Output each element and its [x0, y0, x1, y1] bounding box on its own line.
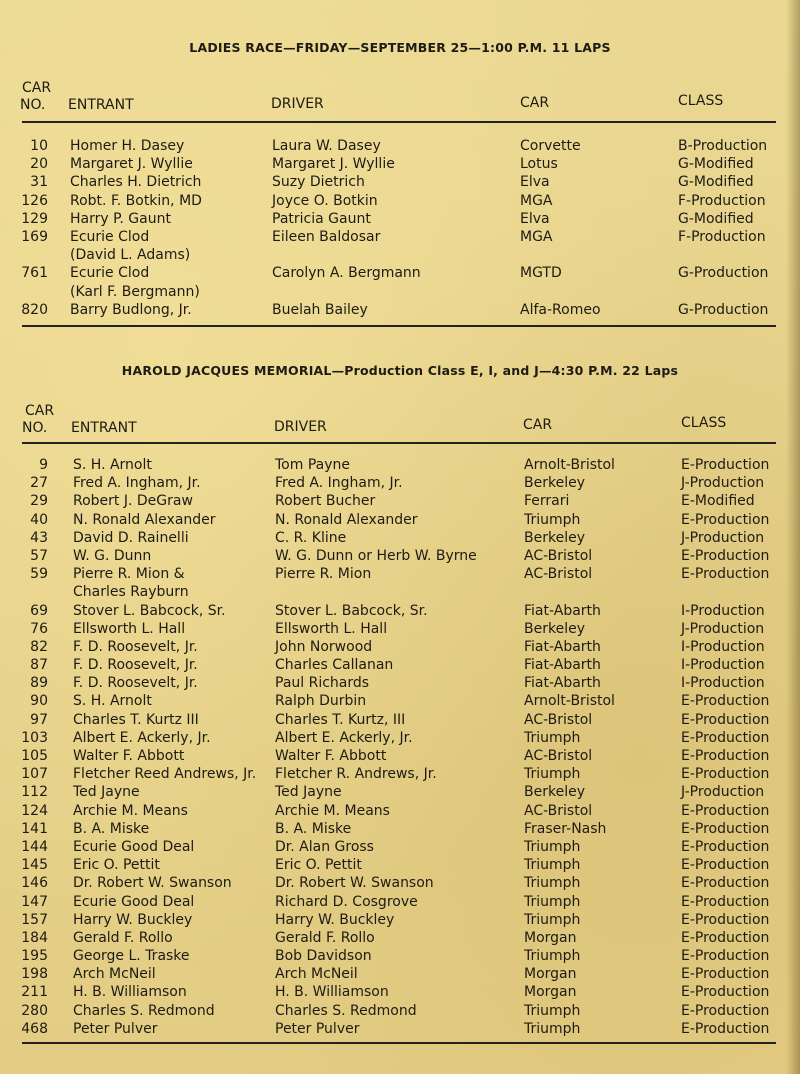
header-car-no-top: CAR	[22, 80, 52, 96]
car-class: E-Production	[681, 566, 770, 583]
car-make: Triumph	[524, 729, 581, 746]
car-make: MGTD	[520, 265, 562, 282]
car-make: Corvette	[520, 138, 581, 154]
driver-name: Walter F. Abbott	[275, 748, 387, 764]
driver-name: Patricia Gaunt	[272, 210, 371, 227]
driver-name: Charles Callanan	[275, 657, 394, 674]
car-number: 31	[30, 174, 48, 191]
car-make: Triumph	[524, 875, 581, 892]
car-number: 761	[21, 265, 48, 282]
entry-row	[0, 283, 800, 301]
entry-row	[0, 301, 800, 319]
entry-row	[0, 747, 800, 765]
driver-name: Fred A. Ingham, Jr.	[275, 475, 403, 492]
car-number: 43	[30, 529, 48, 546]
car-class: I-Production	[681, 675, 765, 692]
entry-row	[0, 893, 800, 911]
driver-name: Archie M. Means	[275, 802, 390, 819]
car-number: 40	[30, 511, 48, 528]
car-class: F-Production	[678, 228, 766, 245]
entrant-name: Peter Pulver	[73, 1020, 158, 1037]
car-number: 146	[21, 875, 48, 892]
entry-row	[0, 192, 800, 210]
driver-name: Paul Richards	[275, 675, 370, 692]
car-number: 10	[30, 138, 48, 154]
car-class: J-Production	[681, 475, 765, 492]
header-rule	[22, 442, 776, 444]
car-class: E-Production	[681, 547, 770, 564]
car-make: Arnolt-Bristol	[524, 457, 615, 473]
car-make: Triumph	[524, 511, 581, 528]
entrant-name: Pierre R. Mion &	[73, 566, 185, 583]
entry-row	[0, 929, 800, 947]
car-class: E-Production	[681, 729, 770, 746]
car-make: Lotus	[520, 156, 558, 173]
entrant-name: David D. Rainelli	[73, 529, 189, 546]
car-class: E-Production	[681, 748, 770, 764]
entrant-name: Charles T. Kurtz III	[73, 711, 199, 728]
car-make: AC-Bristol	[524, 748, 593, 764]
entrant-name: Archie M. Means	[73, 802, 188, 819]
race1-rows	[0, 137, 800, 319]
car-class: F-Production	[678, 192, 766, 209]
driver-name: Fletcher R. Andrews, Jr.	[275, 766, 437, 783]
entrant-name: Dr. Robert W. Swanson	[73, 875, 232, 892]
race2-rows	[0, 456, 800, 1038]
car-class: E-Production	[681, 966, 770, 983]
car-make: Fiat-Abarth	[524, 657, 601, 674]
car-class: G-Modified	[678, 210, 754, 227]
entry-row	[0, 674, 800, 692]
car-class: J-Production	[681, 784, 765, 801]
car-class: J-Production	[681, 529, 765, 546]
header-entrant: ENTRANT	[68, 97, 134, 113]
driver-name: Albert E. Ackerly, Jr.	[275, 729, 413, 746]
header-rule	[22, 121, 776, 123]
car-class: J-Production	[681, 620, 765, 637]
page-edge-shadow	[786, 0, 800, 1074]
entry-row	[0, 965, 800, 983]
car-make: Berkeley	[524, 784, 585, 801]
driver-name: Tom Payne	[275, 457, 350, 473]
entrant-name: Ted Jayne	[73, 784, 140, 801]
entry-row	[0, 492, 800, 510]
entrant-name: Barry Budlong, Jr.	[70, 301, 192, 318]
car-number: 76	[30, 620, 48, 637]
race-title-ladies: LADIES RACE—FRIDAY—SEPTEMBER 25—1:00 P.M. 11 LAPS	[189, 40, 611, 55]
entry-row	[0, 765, 800, 783]
entrant-name: (Karl F. Bergmann)	[70, 283, 200, 300]
car-class: E-Production	[681, 693, 770, 710]
driver-name: Carolyn A. Bergmann	[272, 265, 421, 282]
car-make: Ferrari	[524, 493, 570, 510]
bottom-rule	[22, 1042, 776, 1044]
driver-name: Suzy Dietrich	[272, 174, 365, 191]
entrant-name: Ecurie Clod	[70, 265, 150, 282]
car-make: Triumph	[524, 948, 581, 965]
driver-name: Robert Bucher	[275, 493, 376, 510]
driver-name: Stover L. Babcock, Sr.	[275, 602, 428, 619]
entry-row	[0, 856, 800, 874]
entry-row	[0, 246, 800, 264]
car-class: E-Production	[681, 1002, 770, 1019]
car-number: 141	[21, 820, 48, 837]
entry-row	[0, 583, 800, 601]
driver-name: B. A. Miske	[275, 820, 352, 837]
entrant-name: Charles Rayburn	[73, 584, 189, 601]
car-make: Elva	[520, 174, 550, 191]
car-make: Fiat-Abarth	[524, 638, 601, 655]
driver-name: C. R. Kline	[275, 529, 347, 546]
entrant-name: Stover L. Babcock, Sr.	[73, 602, 226, 619]
car-make: AC-Bristol	[524, 566, 593, 583]
entry-row	[0, 1020, 800, 1038]
entrant-name: Charles H. Dietrich	[70, 174, 202, 191]
car-number: 820	[21, 301, 48, 318]
driver-name: Eileen Baldosar	[272, 228, 381, 245]
driver-name: Peter Pulver	[275, 1020, 360, 1037]
car-class: E-Production	[681, 857, 770, 874]
entry-row	[0, 456, 800, 474]
car-class: I-Production	[681, 602, 765, 619]
header-car-no-top: CAR	[25, 403, 55, 419]
car-number: 126	[21, 192, 48, 209]
car-class: E-Production	[681, 766, 770, 783]
entry-row	[0, 210, 800, 228]
entrant-name: Harry P. Gaunt	[70, 210, 171, 227]
entrant-name: Margaret J. Wyllie	[70, 156, 193, 173]
driver-name: Arch McNeil	[275, 966, 358, 983]
car-number: 103	[21, 729, 48, 746]
entrant-name: F. D. Roosevelt, Jr.	[73, 675, 198, 692]
car-make: Triumph	[524, 766, 581, 783]
entrant-name: Gerald F. Rollo	[73, 929, 173, 946]
car-number: 107	[21, 766, 48, 783]
car-class: G-Production	[678, 265, 769, 282]
driver-name: W. G. Dunn or Herb W. Byrne	[275, 547, 477, 564]
entry-row	[0, 264, 800, 282]
car-class: E-Production	[681, 711, 770, 728]
car-make: Alfa-Romeo	[520, 301, 601, 318]
entrant-name: Robert J. DeGraw	[73, 493, 193, 510]
entrant-name: Albert E. Ackerly, Jr.	[73, 729, 211, 746]
car-number: 280	[21, 1002, 48, 1019]
car-number: 105	[21, 748, 48, 764]
car-number: 144	[21, 838, 48, 855]
entrant-name: Fred A. Ingham, Jr.	[73, 475, 201, 492]
entry-row	[0, 911, 800, 929]
header-car: CAR	[520, 95, 550, 111]
car-number: 169	[21, 228, 48, 245]
car-make: Triumph	[524, 857, 581, 874]
driver-name: H. B. Williamson	[275, 984, 389, 1001]
driver-name: Dr. Robert W. Swanson	[275, 875, 434, 892]
entrant-name: Ecurie Good Deal	[73, 838, 195, 855]
section-divider	[22, 325, 776, 327]
car-class: E-Production	[681, 838, 770, 855]
entrant-name: Ecurie Clod	[70, 228, 150, 245]
entry-row	[0, 838, 800, 856]
entry-row	[0, 711, 800, 729]
entrant-name: George L. Traske	[73, 948, 190, 965]
entrant-name: Robt. F. Botkin, MD	[70, 192, 202, 209]
car-class: I-Production	[681, 638, 765, 655]
header-car-no-bottom: NO.	[22, 420, 48, 436]
driver-name: Joyce O. Botkin	[272, 192, 378, 209]
driver-name: Bob Davidson	[275, 948, 372, 965]
entrant-name: B. A. Miske	[73, 820, 150, 837]
car-make: Triumph	[524, 1020, 581, 1037]
car-number: 468	[21, 1020, 48, 1037]
car-make: Berkeley	[524, 529, 585, 546]
entry-row	[0, 874, 800, 892]
car-number: 184	[21, 929, 48, 946]
entry-row	[0, 155, 800, 173]
car-make: Elva	[520, 210, 550, 227]
entry-row	[0, 620, 800, 638]
car-make: Fiat-Abarth	[524, 602, 601, 619]
car-class: E-Production	[681, 457, 770, 473]
car-make: Morgan	[524, 984, 577, 1001]
entry-row	[0, 602, 800, 620]
car-class: E-Production	[681, 511, 770, 528]
header-driver: DRIVER	[271, 96, 324, 112]
car-class: B-Production	[678, 138, 768, 154]
entry-row	[0, 656, 800, 674]
driver-name: Ralph Durbin	[275, 693, 367, 710]
car-class: E-Production	[681, 802, 770, 819]
car-number: 195	[21, 948, 48, 965]
car-number: 157	[21, 911, 48, 928]
car-make: AC-Bristol	[524, 547, 593, 564]
entrant-name: Homer H. Dasey	[70, 138, 185, 154]
car-make: AC-Bristol	[524, 711, 593, 728]
car-number: 129	[21, 210, 48, 227]
driver-name: Gerald F. Rollo	[275, 929, 375, 946]
driver-name: Laura W. Dasey	[272, 138, 381, 154]
entry-row	[0, 173, 800, 191]
entrant-name: S. H. Arnolt	[73, 457, 152, 473]
car-class: E-Production	[681, 911, 770, 928]
driver-name: Dr. Alan Gross	[275, 838, 374, 855]
driver-name: Buelah Bailey	[272, 301, 368, 318]
entry-row	[0, 565, 800, 583]
entrant-name: F. D. Roosevelt, Jr.	[73, 638, 198, 655]
entrant-name: Walter F. Abbott	[73, 748, 185, 764]
entry-row	[0, 474, 800, 492]
car-number: 87	[30, 657, 48, 674]
driver-name: Charles S. Redmond	[275, 1002, 417, 1019]
entrant-name: F. D. Roosevelt, Jr.	[73, 657, 198, 674]
header-driver: DRIVER	[274, 419, 327, 435]
driver-name: John Norwood	[275, 638, 373, 655]
car-number: 90	[30, 693, 48, 710]
car-make: Triumph	[524, 911, 581, 928]
entrant-name: S. H. Arnolt	[73, 693, 152, 710]
car-make: Triumph	[524, 893, 581, 910]
car-make: Berkeley	[524, 475, 585, 492]
car-make: Fraser-Nash	[524, 820, 607, 837]
driver-name: Richard D. Cosgrove	[275, 893, 418, 910]
car-make: Morgan	[524, 966, 577, 983]
car-class: I-Production	[681, 657, 765, 674]
entry-row	[0, 638, 800, 656]
car-class: E-Production	[681, 875, 770, 892]
car-class: G-Production	[678, 301, 769, 318]
car-number: 97	[30, 711, 48, 728]
car-make: Triumph	[524, 838, 581, 855]
entrant-name: H. B. Williamson	[73, 984, 187, 1001]
entry-row	[0, 137, 800, 155]
entrant-name: N. Ronald Alexander	[73, 511, 216, 528]
car-class: G-Modified	[678, 174, 754, 191]
car-number: 145	[21, 857, 48, 874]
entrant-name: W. G. Dunn	[73, 547, 152, 564]
entry-row	[0, 983, 800, 1001]
race-title-harold-jacques: HAROLD JACQUES MEMORIAL—Production Class E, I, and J—4:30 P.M. 22 Laps	[121, 363, 679, 378]
car-make: Arnolt-Bristol	[524, 693, 615, 710]
entry-row	[0, 729, 800, 747]
car-make: Berkeley	[524, 620, 585, 637]
car-number: 29	[30, 493, 48, 510]
car-make: Fiat-Abarth	[524, 675, 601, 692]
header-car: CAR	[523, 417, 553, 433]
header-car-no-bottom: NO.	[20, 97, 46, 113]
entrant-name: Arch McNeil	[73, 966, 156, 983]
driver-name: Eric O. Pettit	[275, 857, 362, 874]
header-entrant: ENTRANT	[71, 420, 137, 436]
car-number: 82	[30, 638, 48, 655]
entry-row	[0, 511, 800, 529]
driver-name: Charles T. Kurtz, III	[275, 711, 406, 728]
car-make: Morgan	[524, 929, 577, 946]
car-number: 147	[21, 893, 48, 910]
car-number: 89	[30, 675, 48, 692]
header-class: CLASS	[678, 93, 724, 109]
entrant-name: (David L. Adams)	[70, 247, 191, 264]
driver-name: Ellsworth L. Hall	[275, 620, 388, 637]
car-class: E-Production	[681, 984, 770, 1001]
entrant-name: Eric O. Pettit	[73, 857, 160, 874]
header-class: CLASS	[681, 415, 727, 431]
car-class: E-Production	[681, 820, 770, 837]
entry-row	[0, 802, 800, 820]
entrant-name: Harry W. Buckley	[73, 911, 193, 928]
car-make: Triumph	[524, 1002, 581, 1019]
car-make: AC-Bristol	[524, 802, 593, 819]
driver-name: Pierre R. Mion	[275, 566, 372, 583]
car-number: 112	[21, 784, 48, 801]
car-make: MGA	[520, 192, 553, 209]
car-class: G-Modified	[678, 156, 754, 173]
entrant-name: Fletcher Reed Andrews, Jr.	[73, 766, 257, 783]
entrant-name: Ellsworth L. Hall	[73, 620, 186, 637]
car-number: 69	[30, 602, 48, 619]
entrant-name: Charles S. Redmond	[73, 1002, 215, 1019]
car-make: MGA	[520, 228, 553, 245]
entry-row	[0, 820, 800, 838]
entry-row	[0, 692, 800, 710]
entry-row	[0, 529, 800, 547]
car-class: E-Production	[681, 893, 770, 910]
car-number: 57	[30, 547, 48, 564]
driver-name: Margaret J. Wyllie	[272, 156, 395, 173]
car-class: E-Production	[681, 948, 770, 965]
entry-row	[0, 1002, 800, 1020]
driver-name: Ted Jayne	[275, 784, 342, 801]
car-number: 198	[21, 966, 48, 983]
car-number: 20	[30, 156, 48, 173]
entry-row	[0, 783, 800, 801]
car-number: 211	[21, 984, 48, 1001]
car-class: E-Modified	[681, 493, 755, 510]
entry-row	[0, 947, 800, 965]
car-class: E-Production	[681, 1020, 770, 1037]
car-number: 27	[30, 475, 48, 492]
car-class: E-Production	[681, 929, 770, 946]
car-number: 9	[39, 457, 48, 473]
driver-name: Harry W. Buckley	[275, 911, 395, 928]
entry-row	[0, 547, 800, 565]
entrant-name: Ecurie Good Deal	[73, 893, 195, 910]
car-number: 124	[21, 802, 48, 819]
car-number: 59	[30, 566, 48, 583]
driver-name: N. Ronald Alexander	[275, 511, 418, 528]
entry-row	[0, 228, 800, 246]
